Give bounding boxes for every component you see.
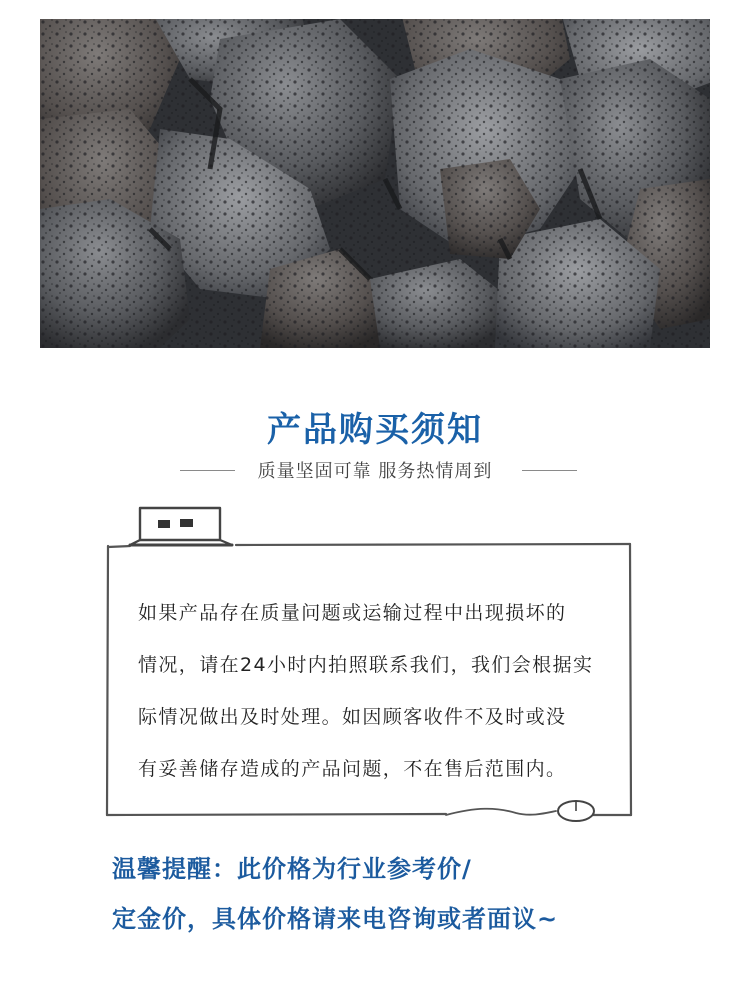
reminder-line: 温馨提醒：此价格为行业参考价/ bbox=[112, 855, 472, 883]
laptop-icon bbox=[128, 505, 238, 549]
notice-line: 如果产品存在质量问题或运输过程中出现损坏的 bbox=[138, 602, 567, 624]
reminder-line: 定金价，具体价格请来电咨询或者面议~ bbox=[112, 905, 559, 933]
subtitle: 质量坚固可靠 服务热情周到 bbox=[257, 461, 493, 482]
subtitle-divider-right bbox=[522, 470, 577, 471]
notice-line: 情况，请在24小时内拍照联系我们，我们会根据实 bbox=[138, 654, 594, 676]
section-title: 产品购买须知 bbox=[267, 410, 483, 450]
mouse-icon bbox=[436, 793, 596, 833]
volcanic-rock-photo bbox=[40, 19, 710, 348]
notice-line: 有妥善储存造成的产品问题，不在售后范围内。 bbox=[138, 758, 567, 780]
notice-line: 际情况做出及时处理。如因顾客收件不及时或没 bbox=[138, 706, 567, 728]
notice-text bbox=[138, 587, 608, 795]
notice-box bbox=[106, 543, 632, 817]
subtitle-row bbox=[0, 457, 750, 485]
rock-pile-image bbox=[40, 19, 710, 348]
price-reminder bbox=[112, 844, 732, 944]
